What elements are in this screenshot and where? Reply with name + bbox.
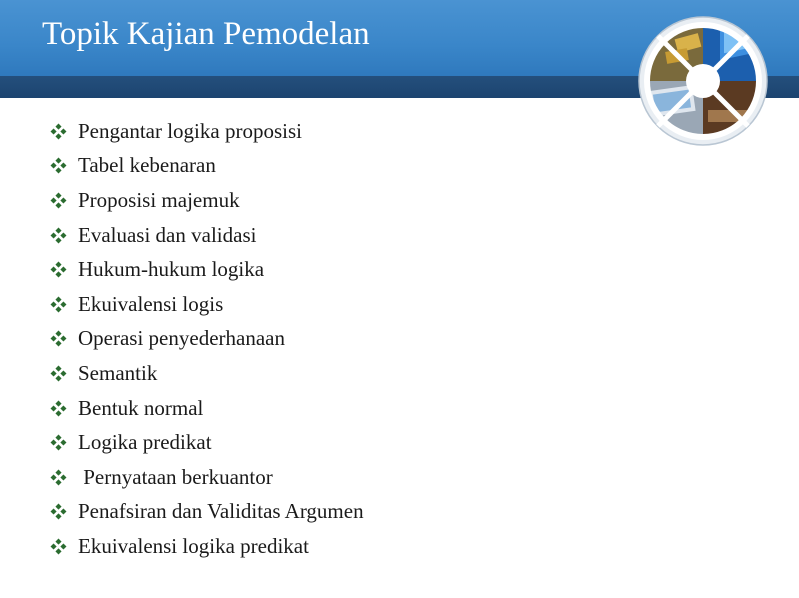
diamond-quad-bullet-icon [50, 400, 67, 417]
topic-item-label: Semantik [78, 360, 158, 385]
diamond-quad-bullet-icon [50, 261, 67, 278]
diamond-quad-bullet-icon [50, 123, 67, 140]
topic-item [50, 183, 364, 218]
diamond-quad-bullet-icon [50, 538, 67, 555]
topic-item-label: Ekuivalensi logis [78, 291, 224, 316]
diamond-quad-bullet-icon [50, 157, 67, 174]
topic-item-label: Logika predikat [78, 430, 212, 455]
diamond-quad-bullet-icon [50, 365, 67, 382]
topic-item-label: Proposisi majemuk [78, 187, 240, 212]
topic-item [50, 322, 364, 357]
topic-item [50, 252, 364, 287]
business-photo-circle-logo [636, 14, 770, 148]
topic-item [50, 287, 364, 322]
topic-item [50, 114, 364, 149]
topic-item-label: Operasi penyederhanaan [78, 326, 285, 351]
diamond-quad-bullet-icon [50, 503, 67, 520]
topic-item [50, 391, 364, 426]
topic-item-label: Penafsiran dan Validitas Argumen [78, 499, 364, 524]
diamond-quad-bullet-icon [50, 434, 67, 451]
topic-item [50, 529, 364, 564]
topic-item [50, 356, 364, 391]
topic-item [50, 149, 364, 184]
topic-item-label: Evaluasi dan validasi [78, 222, 257, 247]
topic-item [50, 460, 364, 495]
topic-item-label: Bentuk normal [78, 395, 204, 420]
topic-item-label: Ekuivalensi logika predikat [78, 533, 309, 558]
topic-item-label: Pengantar logika proposisi [78, 118, 302, 143]
topic-item-label: Tabel kebenaran [78, 153, 216, 178]
diamond-quad-bullet-icon [50, 192, 67, 209]
topic-list [50, 114, 364, 564]
slide-title: Topik Kajian Pemodelan [42, 16, 370, 52]
diamond-quad-bullet-icon [50, 227, 67, 244]
diamond-quad-bullet-icon [50, 330, 67, 347]
diamond-quad-bullet-icon [50, 469, 67, 486]
topic-item [50, 495, 364, 530]
topic-item [50, 425, 364, 460]
diamond-quad-bullet-icon [50, 296, 67, 313]
topic-item-label: Pernyataan berkuantor [78, 464, 273, 489]
topic-item-label: Hukum-hukum logika [78, 257, 265, 282]
topic-item [50, 218, 364, 253]
